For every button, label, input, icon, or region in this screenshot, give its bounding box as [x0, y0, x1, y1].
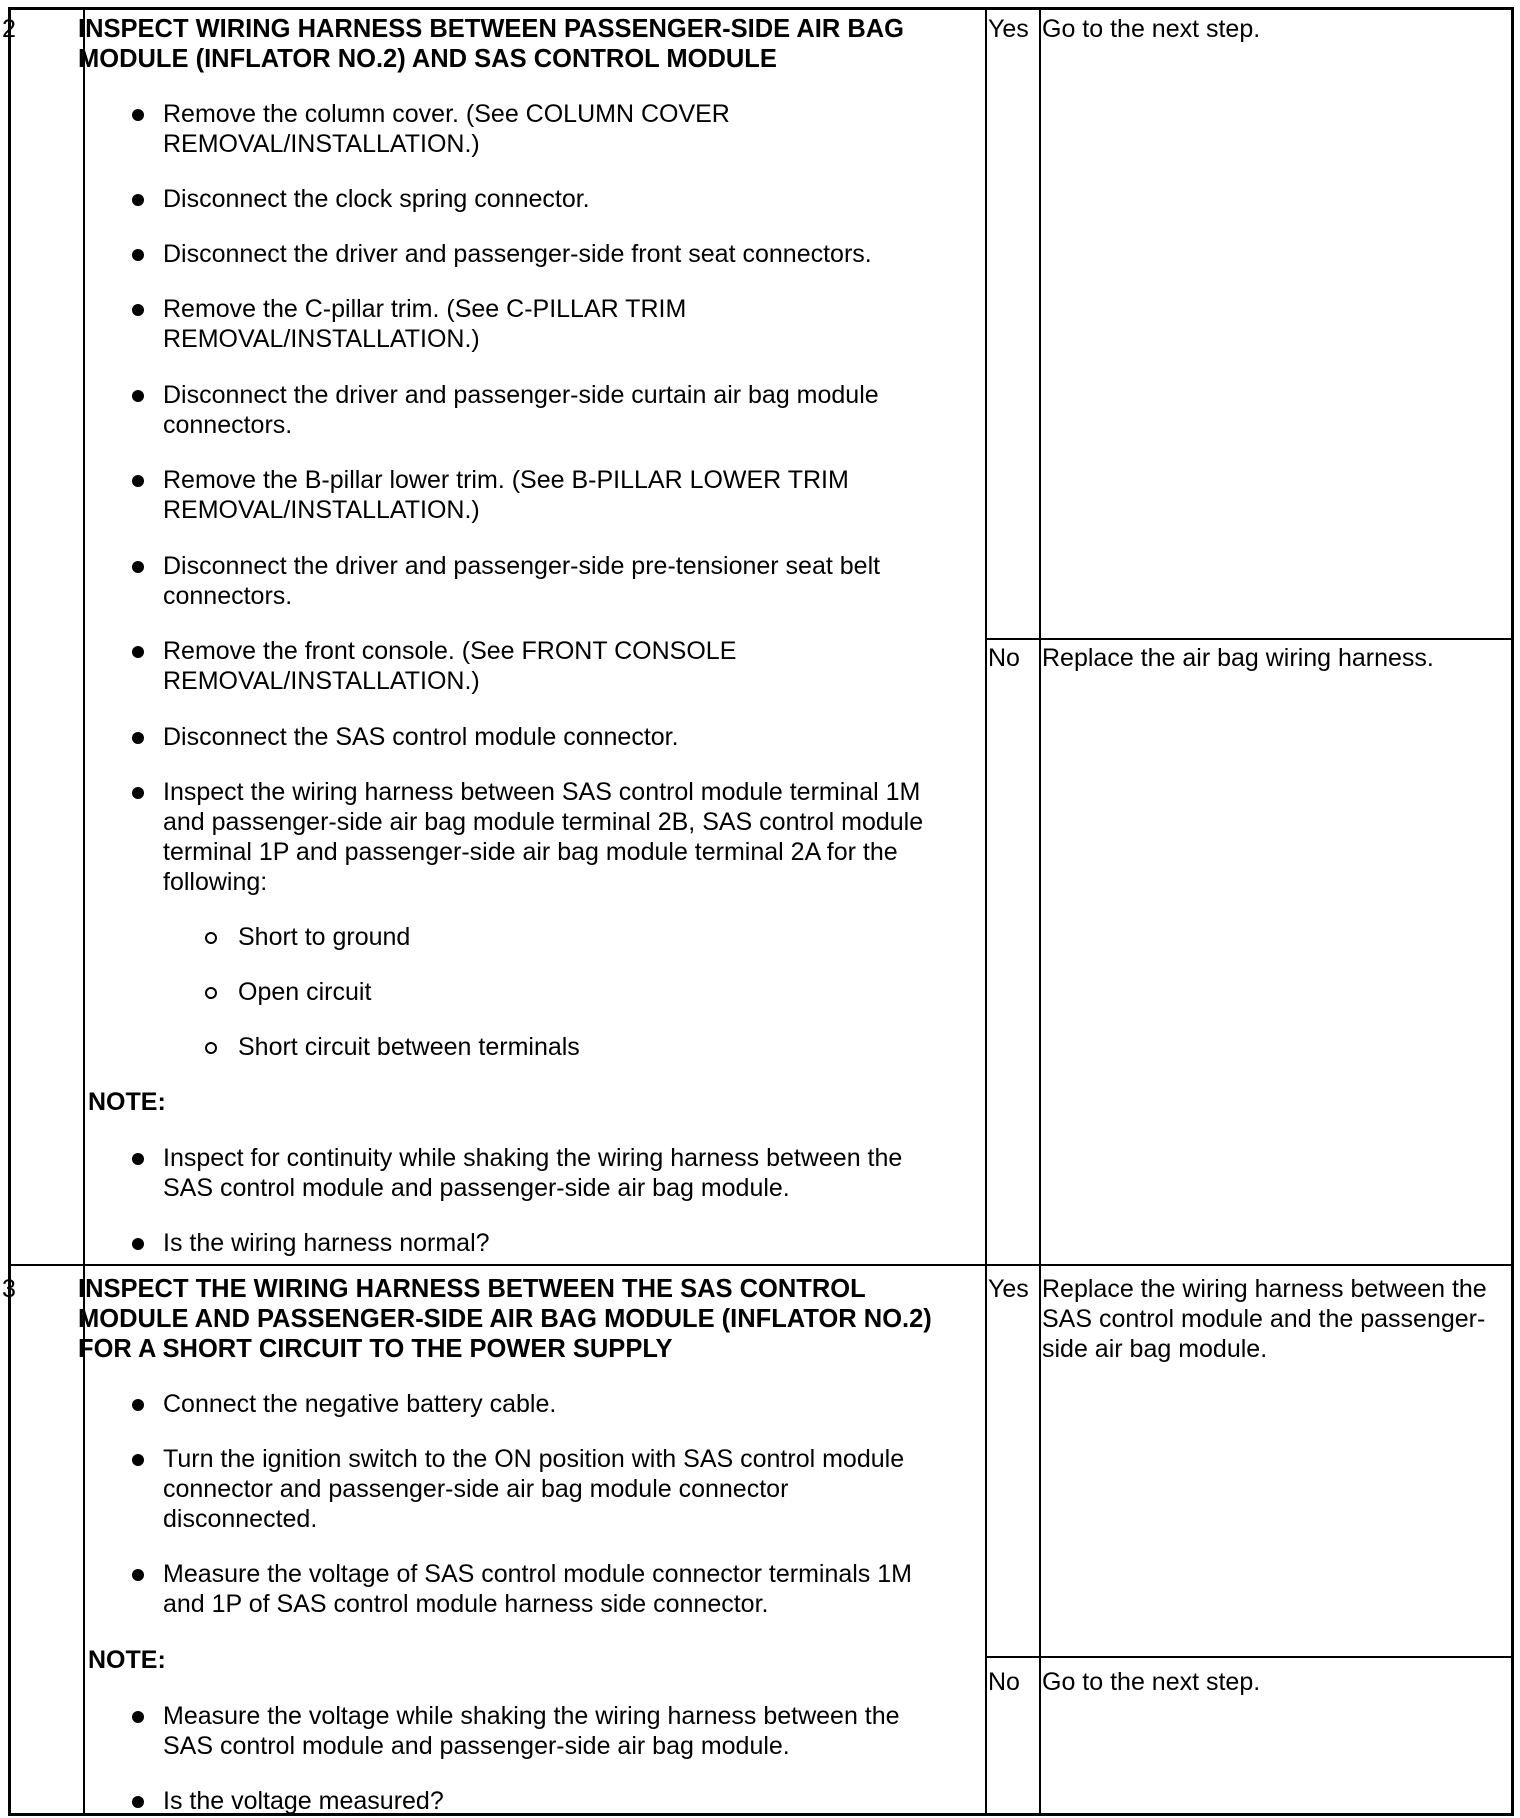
yes-label: Yes: [988, 1275, 1029, 1303]
note-label: NOTE:: [88, 1088, 166, 1116]
step-instruction: Disconnect the clock spring connector.: [163, 184, 943, 214]
no-result: Go to the next step.: [1042, 1668, 1261, 1696]
step-instruction: Remove the C-pillar trim. (See C-PILLAR TRIM REMOVAL/INSTALLATION.): [163, 294, 943, 354]
step-number: 2: [2, 15, 16, 43]
step-instruction: Disconnect the driver and passenger-side curtain air bag module connectors.: [163, 380, 943, 440]
inspection-item: Short to ground: [238, 922, 938, 952]
step-instruction: Disconnect the driver and passenger-side pre-tensioner seat belt connectors.: [163, 551, 943, 611]
no-label: No: [988, 1668, 1020, 1696]
column-divider-result: [1039, 10, 1041, 1813]
note-instruction: Measure the voltage while shaking the wiring harness between the SAS control module and passenger-side air bag module.: [163, 1701, 943, 1761]
inspection-item: Open circuit: [238, 977, 938, 1007]
yes-result: Replace the wiring harness between the SAS control module and the passenger-side air bag module.: [1042, 1275, 1487, 1363]
troubleshooting-table: [8, 7, 1514, 1816]
yes-label: Yes: [988, 15, 1029, 43]
no-result: Replace the air bag wiring harness.: [1042, 644, 1434, 672]
no-label: No: [988, 644, 1020, 672]
step-instruction: Remove the B-pillar lower trim. (See B-PILLAR LOWER TRIM REMOVAL/INSTALLATION.): [163, 465, 943, 525]
column-divider-step: [83, 10, 85, 1813]
step-instruction: Remove the column cover. (See COLUMN COVER REMOVAL/INSTALLATION.): [163, 99, 943, 159]
note-label: NOTE:: [88, 1646, 166, 1674]
row-divider-step3-no: [985, 1656, 1511, 1658]
step-instruction: Remove the front console. (See FRONT CONSOLE REMOVAL/INSTALLATION.): [163, 636, 943, 696]
step-instruction: Connect the negative battery cable.: [163, 1389, 943, 1419]
step-number: 3: [2, 1275, 16, 1303]
step-instruction: Disconnect the driver and passenger-side front seat connectors.: [163, 239, 943, 269]
inspection-item: Short circuit between terminals: [238, 1032, 938, 1062]
column-divider-action: [985, 10, 987, 1813]
step-instruction: Inspect the wiring harness between SAS control module terminal 1M and passenger-side air bag module terminal 2B, SAS control module terminal 1P and passenger-side air bag module terminal 2A for the following:: [163, 777, 963, 897]
step-heading: INSPECT THE WIRING HARNESS BETWEEN THE SAS CONTROL MODULE AND PASSENGER-SIDE AIR BAG MODULE (INFLATOR NO.2) FOR A SHORT CIRCUIT TO THE POWER SUPPLY: [78, 1275, 932, 1363]
step-heading: INSPECT WIRING HARNESS BETWEEN PASSENGER-SIDE AIR BAG MODULE (INFLATOR NO.2) AND SAS CONTROL MODULE: [78, 15, 904, 73]
step-instruction: Turn the ignition switch to the ON position with SAS control module connector and passenger-side air bag module connector disconnected.: [163, 1444, 943, 1534]
check-question: Is the voltage measured?: [163, 1786, 943, 1816]
row-divider-step2-no: [985, 638, 1511, 640]
step-instruction: Disconnect the SAS control module connector.: [163, 722, 943, 752]
check-question: Is the wiring harness normal?: [163, 1228, 943, 1258]
yes-result: Go to the next step.: [1042, 15, 1261, 43]
note-instruction: Inspect for continuity while shaking the wiring harness between the SAS control module and passenger-side air bag module.: [163, 1143, 943, 1203]
step-instruction: Measure the voltage of SAS control module connector terminals 1M and 1P of SAS control module harness side connector.: [163, 1559, 943, 1619]
row-divider-step3: [11, 1264, 1511, 1266]
